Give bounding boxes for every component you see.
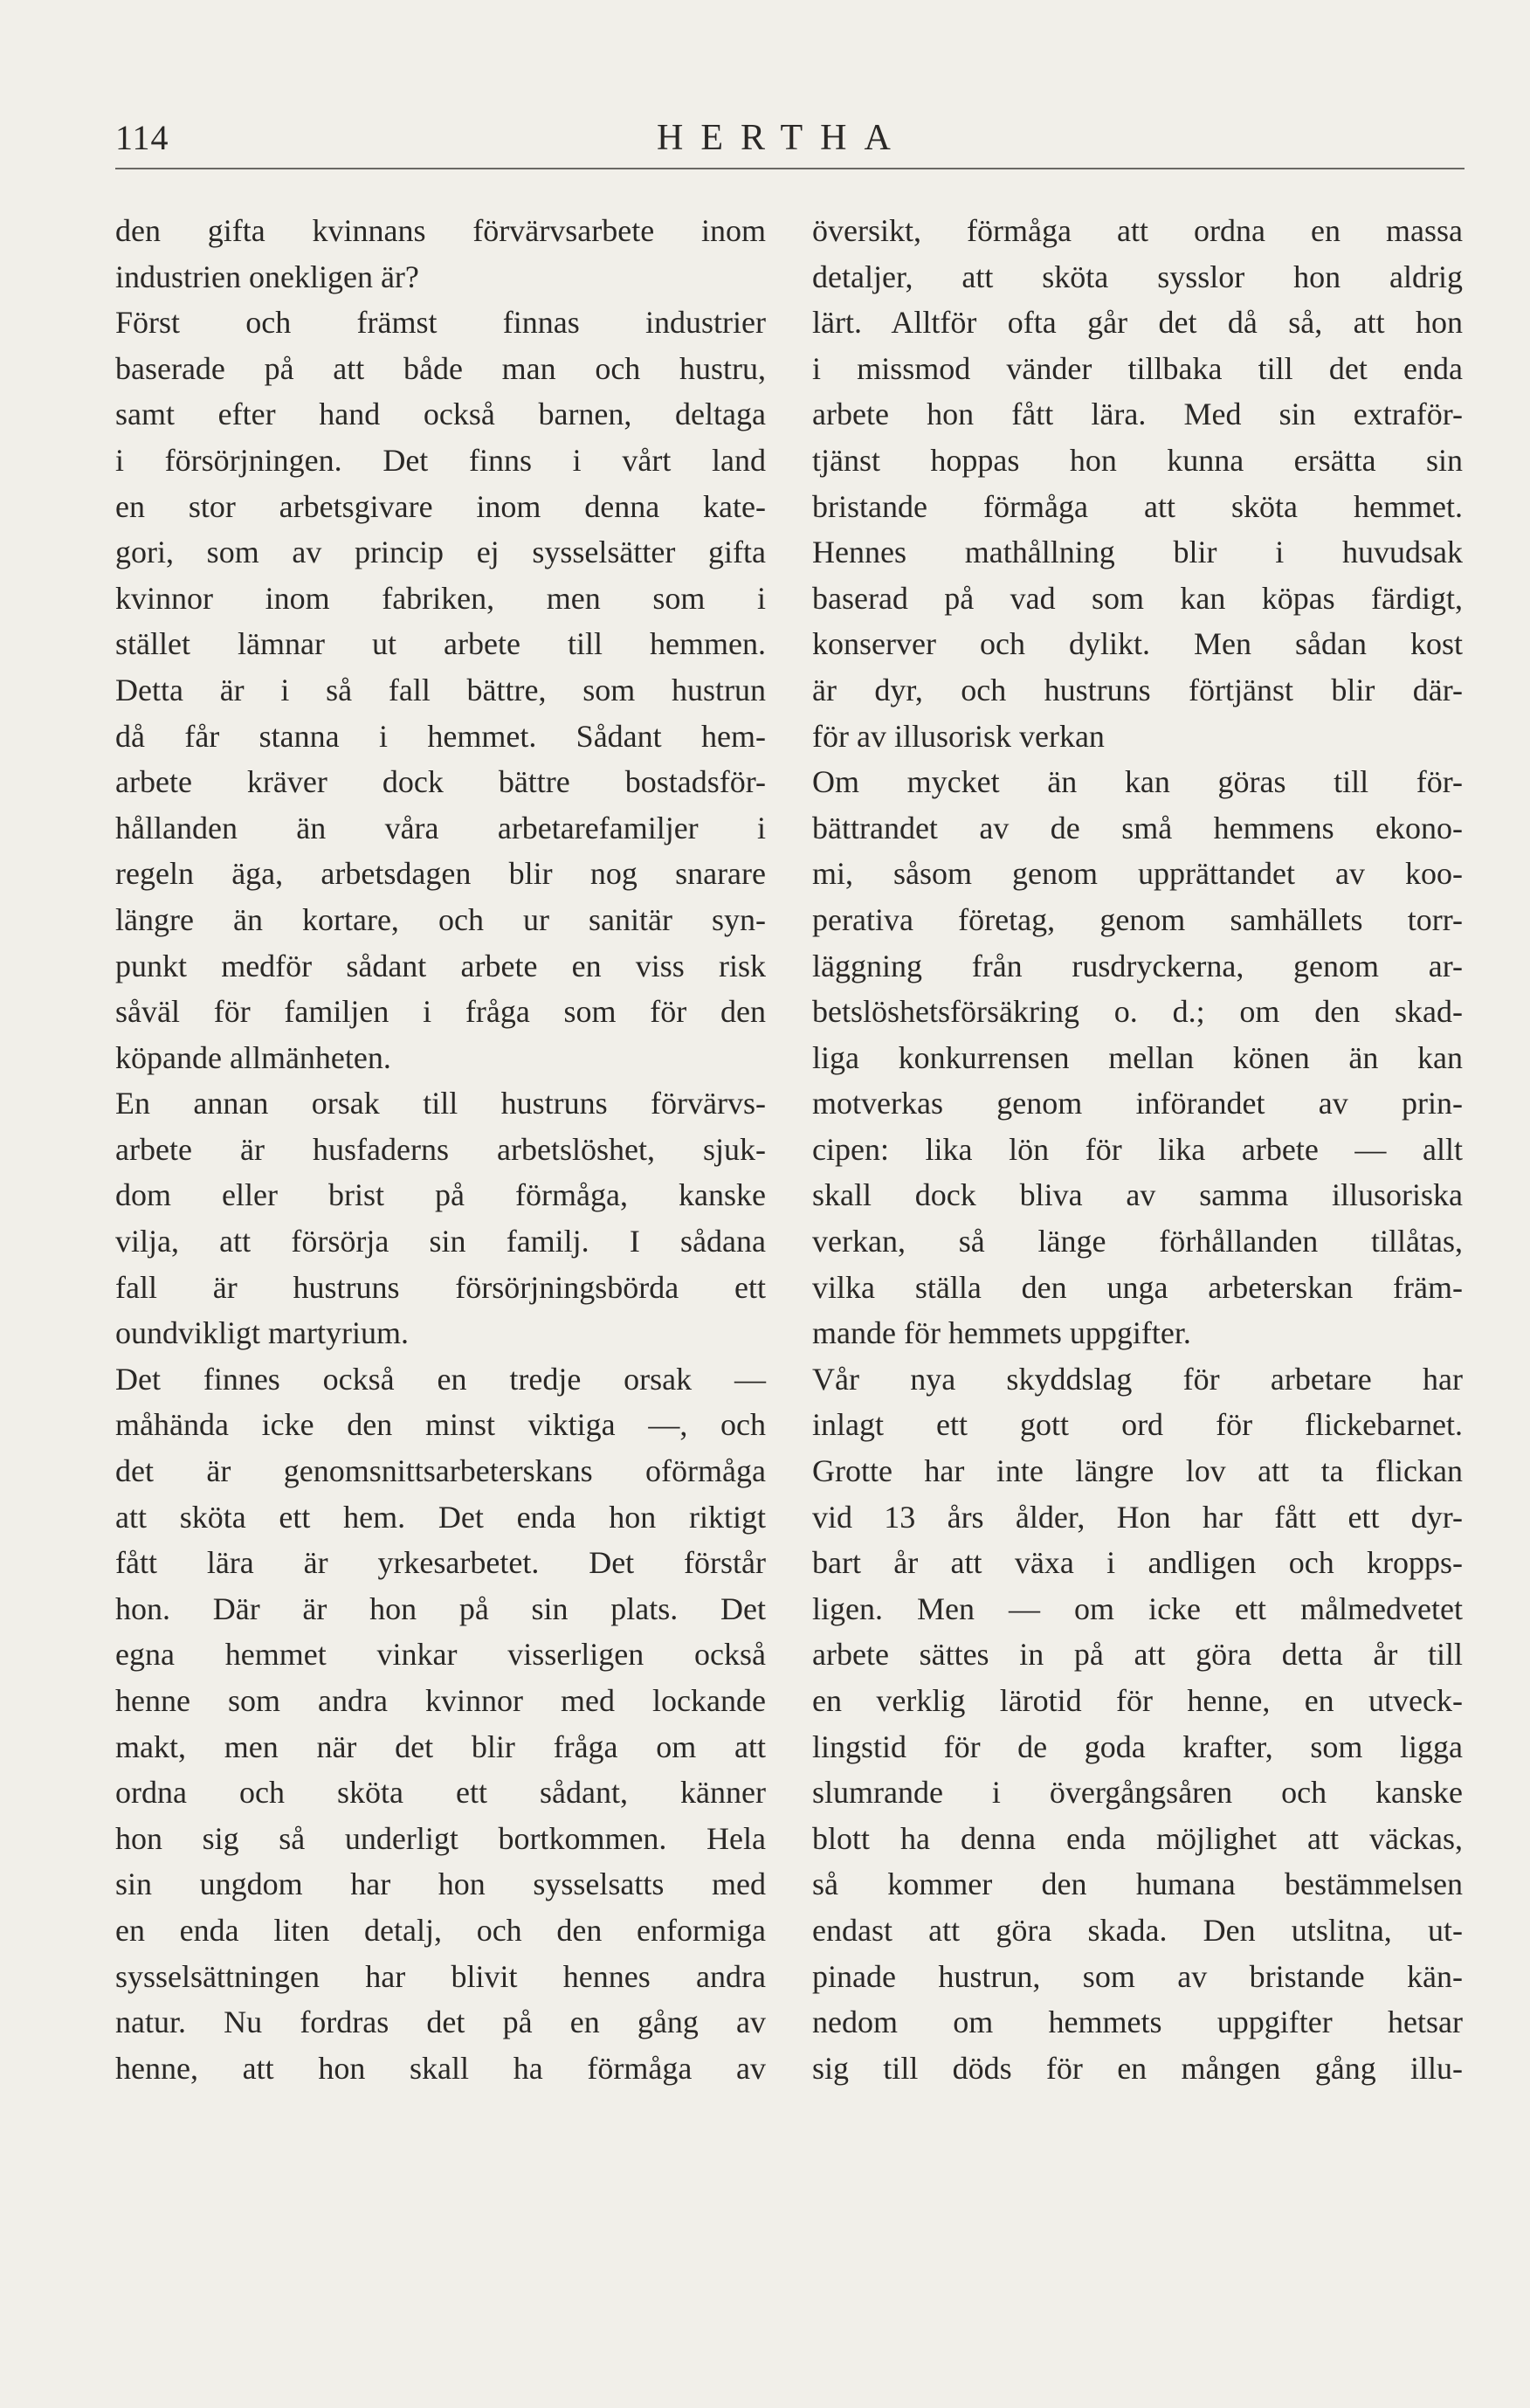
text-line: arbete sättes in på att göra detta år till [812, 1637, 1463, 1673]
text-line: arbete är husfaderns arbetslöshet, sjuk- [115, 1131, 766, 1167]
text-line: måhända icke den minst viktiga —, och [115, 1407, 766, 1443]
text-line: Om mycket än kan göras till för- [812, 764, 1463, 800]
text-line: En annan orsak till hustruns förvärvs- [115, 1086, 766, 1121]
text-line: bättrandet av de små hemmens ekono- [812, 810, 1463, 845]
text-line: sysselsättningen har blivit hennes andra [115, 1958, 766, 1994]
text-line: köpande allmänheten. [115, 1039, 391, 1075]
text-line: det är genomsnittsarbeterskans oförmåga [115, 1453, 766, 1489]
text-line: perativa företag, genom samhällets torr- [812, 901, 1463, 937]
text-line: fall är hustruns försörjningsbörda ett [115, 1269, 766, 1305]
text-line: i missmod vänder tillbaka till det enda [812, 350, 1463, 386]
text-line: slumrande i övergångsåren och kanske [812, 1775, 1463, 1811]
text-line: en verklig lärotid för henne, en utveck- [812, 1683, 1463, 1718]
text-line: natur. Nu fordras det på en gång av [115, 2004, 766, 2040]
text-line: att sköta ett hem. Det enda hon riktigt [115, 1499, 766, 1535]
text-line: detaljer, att sköta sysslor hon aldrig [812, 259, 1463, 294]
text-line: sin ungdom har hon sysselsatts med [115, 1866, 766, 1902]
text-line: vid 13 års ålder, Hon har fått ett dyr- [812, 1499, 1463, 1535]
text-line: bart år att växa i andligen och kropps- [812, 1545, 1463, 1581]
text-line: regeln äga, arbetsdagen blir nog snarare [115, 856, 766, 892]
text-line: såväl för familjen i fråga som för den [115, 994, 766, 1030]
text-line: mande för hemmets uppgifter. [812, 1315, 1191, 1351]
text-line: henne, att hon skall ha förmåga av [115, 2050, 766, 2086]
text-line: en stor arbetsgivare inom denna kate- [115, 488, 766, 524]
text-line: motverkas genom införandet av prin- [812, 1086, 1463, 1121]
text-line: baserad på vad som kan köpas färdigt, [812, 580, 1463, 616]
text-line: dom eller brist på förmåga, kanske [115, 1177, 766, 1213]
text-line: egna hemmet vinkar visserligen också [115, 1637, 766, 1673]
right-text-column [812, 208, 1463, 2091]
text-line: i försörjningen. Det finns i vårt land [115, 442, 766, 478]
text-line: nedom om hemmets uppgifter hetsar [812, 2004, 1463, 2040]
text-line: betslöshetsförsäkring o. d.; om den skad- [812, 994, 1463, 1030]
text-line: då får stanna i hemmet. Sådant hem- [115, 718, 766, 754]
text-line: en enda liten detalj, och den enformiga [115, 1912, 766, 1948]
text-line: henne som andra kvinnor med lockande [115, 1683, 766, 1718]
text-line: tjänst hoppas hon kunna ersätta sin [812, 442, 1463, 478]
text-line: kvinnor inom fabriken, men som i [115, 580, 766, 616]
text-line: Grotte har inte längre lov att ta flickan [812, 1453, 1463, 1489]
text-line: läggning från rusdryckerna, genom ar- [812, 948, 1463, 983]
text-line: makt, men när det blir fråga om att [115, 1728, 766, 1764]
text-line: Detta är i så fall bättre, som hustrun [115, 672, 766, 707]
text-line: arbete kräver dock bättre bostadsför- [115, 764, 766, 800]
page-header [115, 112, 1465, 164]
text-line: industrien onekligen är? [115, 259, 419, 294]
text-line: liga konkurrensen mellan könen än kan [812, 1039, 1463, 1075]
text-line: den gifta kvinnans förvärvsarbete inom [115, 213, 766, 248]
text-line: Det finnes också en tredje orsak — [115, 1361, 766, 1397]
text-line: Hennes mathållning blir i huvudsak [812, 535, 1463, 570]
journal-title: HERTHA [657, 118, 908, 158]
text-line: pinade hustrun, som av bristande kän- [812, 1958, 1463, 1994]
page-number: 114 [115, 118, 169, 157]
text-line: vilja, att försörja sin familj. I sådana [115, 1224, 766, 1259]
text-line: vilka ställa den unga arbeterskan främ- [812, 1269, 1463, 1305]
text-line: ligen. Men — om icke ett målmedvetet [812, 1590, 1463, 1626]
text-line: så kommer den humana bestämmelsen [812, 1866, 1463, 1902]
text-line: lingstid för de goda krafter, som ligga [812, 1728, 1463, 1764]
text-line: stället lämnar ut arbete till hemmen. [115, 626, 766, 662]
text-line: gori, som av princip ej sysselsätter gifta [115, 535, 766, 570]
text-line: ordna och sköta ett sådant, känner [115, 1775, 766, 1811]
text-line: mi, såsom genom upprättandet av koo- [812, 856, 1463, 892]
text-line: inlagt ett gott ord för flickebarnet. [812, 1407, 1463, 1443]
text-line: översikt, förmåga att ordna en massa [812, 213, 1463, 248]
text-line: längre än kortare, och ur sanitär syn- [115, 901, 766, 937]
text-line: samt efter hand också barnen, deltaga [115, 397, 766, 432]
text-line: konserver och dylikt. Men sådan kost [812, 626, 1463, 662]
left-text-column [115, 208, 766, 2091]
text-line: lärt. Alltför ofta går det då så, att hon [812, 305, 1463, 341]
header-rule [115, 168, 1465, 169]
text-line: oundvikligt martyrium. [115, 1315, 409, 1351]
text-line: arbete hon fått lära. Med sin extraför- [812, 397, 1463, 432]
text-line: fått lära är yrkesarbetet. Det förstår [115, 1545, 766, 1581]
text-line: Vår nya skyddslag för arbetare har [812, 1361, 1463, 1397]
text-line: hållanden än våra arbetarefamiljer i [115, 810, 766, 845]
text-line: endast att göra skada. Den utslitna, ut- [812, 1912, 1463, 1948]
text-line: blott ha denna enda möjlighet att väckas, [812, 1820, 1463, 1856]
text-line: hon. Där är hon på sin plats. Det [115, 1590, 766, 1626]
text-line: punkt medför sådant arbete en viss risk [115, 948, 766, 983]
text-line: cipen: lika lön för lika arbete — allt [812, 1131, 1463, 1167]
text-line: Först och främst finnas industrier [115, 305, 766, 341]
text-line: för av illusorisk verkan [812, 718, 1105, 754]
text-line: sig till döds för en mången gång illu- [812, 2050, 1463, 2086]
text-line: baserade på att både man och hustru, [115, 350, 766, 386]
text-line: verkan, så länge förhållanden tillåtas, [812, 1224, 1463, 1259]
text-line: är dyr, och hustruns förtjänst blir där- [812, 672, 1463, 707]
text-line: bristande förmåga att sköta hemmet. [812, 488, 1463, 524]
text-line: skall dock bliva av samma illusoriska [812, 1177, 1463, 1213]
text-line: hon sig så underligt bortkommen. Hela [115, 1820, 766, 1856]
